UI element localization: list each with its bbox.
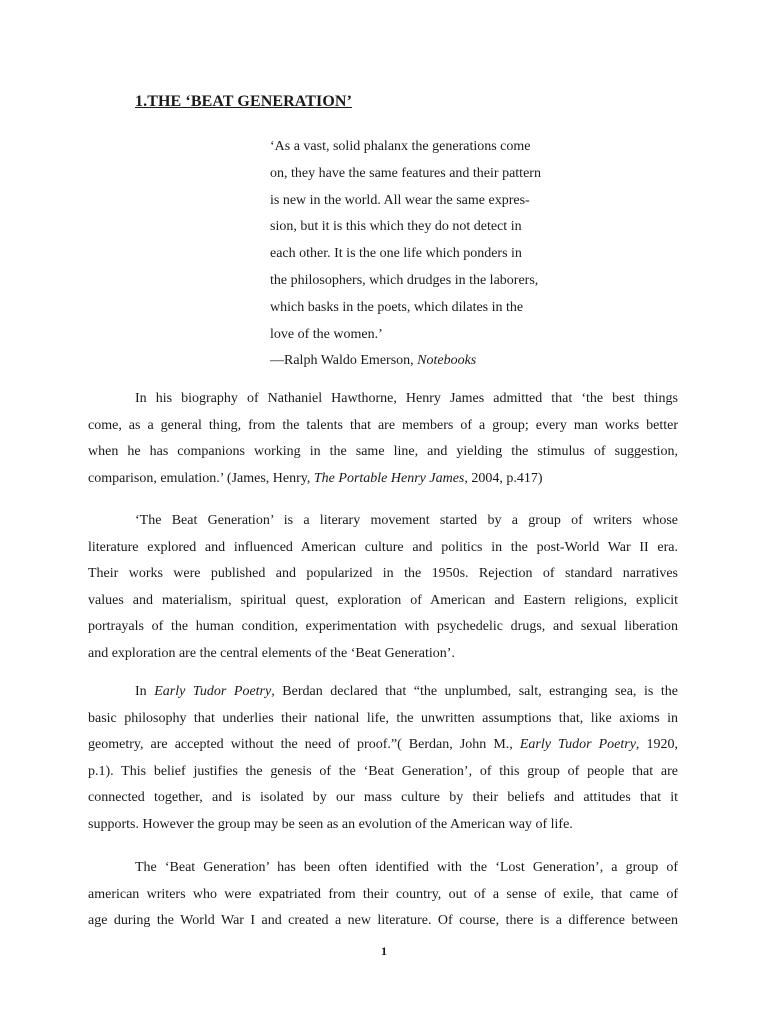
paragraph-line: and exploration are the central elements of the ‘Beat Generation’. <box>88 645 455 661</box>
book-title: The Portable Henry James, <box>313 470 468 486</box>
paragraph-4 <box>88 855 678 935</box>
paragraph-text: , 1920, <box>635 737 678 753</box>
book-title: Early Tudor Poetry <box>519 737 636 753</box>
citation-text: comparison, emulation.’ (James, Henry, <box>88 470 314 486</box>
section-heading: 1.THE ‘BEAT GENERATION’ <box>135 93 353 110</box>
paragraph-line: literature explored and influenced American culture and politics in the post-World War II era. <box>88 539 678 555</box>
paragraph-text: In <box>135 684 155 699</box>
attribution-work-title: Notebooks <box>417 353 477 369</box>
paragraph-line: ‘The Beat Generation’ is a literary movement started by a group of writers whose <box>135 513 678 528</box>
paragraph-line: connected together, and is isolated by our mass culture by their beliefs and attitudes that it <box>88 790 678 806</box>
epigraph-line: ‘As a vast, solid phalanx the generations come <box>270 139 531 154</box>
paragraph-line: values and materialism, spiritual quest, exploration of American and Eastern religions, explicit <box>88 592 678 608</box>
paragraph-text: , Berdan declared that “the unplumbed, salt, estranging sea, is the <box>271 684 678 699</box>
paragraph-2 <box>88 508 678 668</box>
paragraph-line <box>88 679 678 706</box>
epigraph-line: love of the women.’ <box>270 326 383 342</box>
citation-text: 2004, p.417) <box>467 470 543 486</box>
paragraph-line: basic philosophy that underlies their national life, the unwritten assumptions that, like axioms in <box>88 710 678 726</box>
paragraph-line: p.1). This belief justifies the genesis of the ‘Beat Generation’, of this group of people that are <box>88 763 678 779</box>
epigraph-line: is new in the world. All wear the same expres- <box>270 192 530 208</box>
paragraph-3 <box>88 679 678 839</box>
paragraph-line <box>88 466 678 493</box>
paragraph-line: when he has companions working in the same line, and yielding the stimulus of suggestion, <box>88 444 678 460</box>
paragraph-line <box>88 732 678 759</box>
paragraph-line: american writers who were expatriated from their country, out of a sense of exile, that came of <box>88 886 678 902</box>
epigraph-line: the philosophers, which drudges in the laborers, <box>270 272 539 288</box>
paragraph-text: geometry, are accepted without the need of proof.”( Berdan, John M., <box>88 737 520 753</box>
paragraph-line: portrayals of the human condition, experimentation with psychedelic drugs, and sexual liberation <box>88 619 678 635</box>
book-title: Early Tudor Poetry <box>154 684 272 699</box>
epigraph-line: each other. It is the one life which ponders in <box>270 246 522 262</box>
paragraph-line: Their works were published and popularized in the 1950s. Rejection of standard narratives <box>88 566 678 582</box>
attribution-author: —Ralph Waldo Emerson, <box>270 353 418 369</box>
paragraph-1 <box>88 386 678 492</box>
epigraph-quote <box>270 134 570 375</box>
page-number: 1 <box>381 944 387 958</box>
paragraph-line: come, as a general thing, from the talents that are members of a group; every man works better <box>88 417 678 433</box>
epigraph-line: sion, but it is this which they do not detect in <box>270 219 522 235</box>
epigraph-attribution <box>270 348 570 375</box>
epigraph-line: which basks in the poets, which dilates in the <box>270 299 524 315</box>
epigraph-line: on, they have the same features and their pattern <box>270 165 541 181</box>
paragraph-line: age during the World War I and created a new literature. Of course, there is a difference between <box>88 913 678 929</box>
paragraph-line: supports. However the group may be seen as an evolution of the American way of life. <box>88 816 573 832</box>
paragraph-line: The ‘Beat Generation’ has been often identified with the ‘Lost Generation’, a group of <box>135 860 678 875</box>
paragraph-line: In his biography of Nathaniel Hawthorne, Henry James admitted that ‘the best things <box>135 391 678 406</box>
